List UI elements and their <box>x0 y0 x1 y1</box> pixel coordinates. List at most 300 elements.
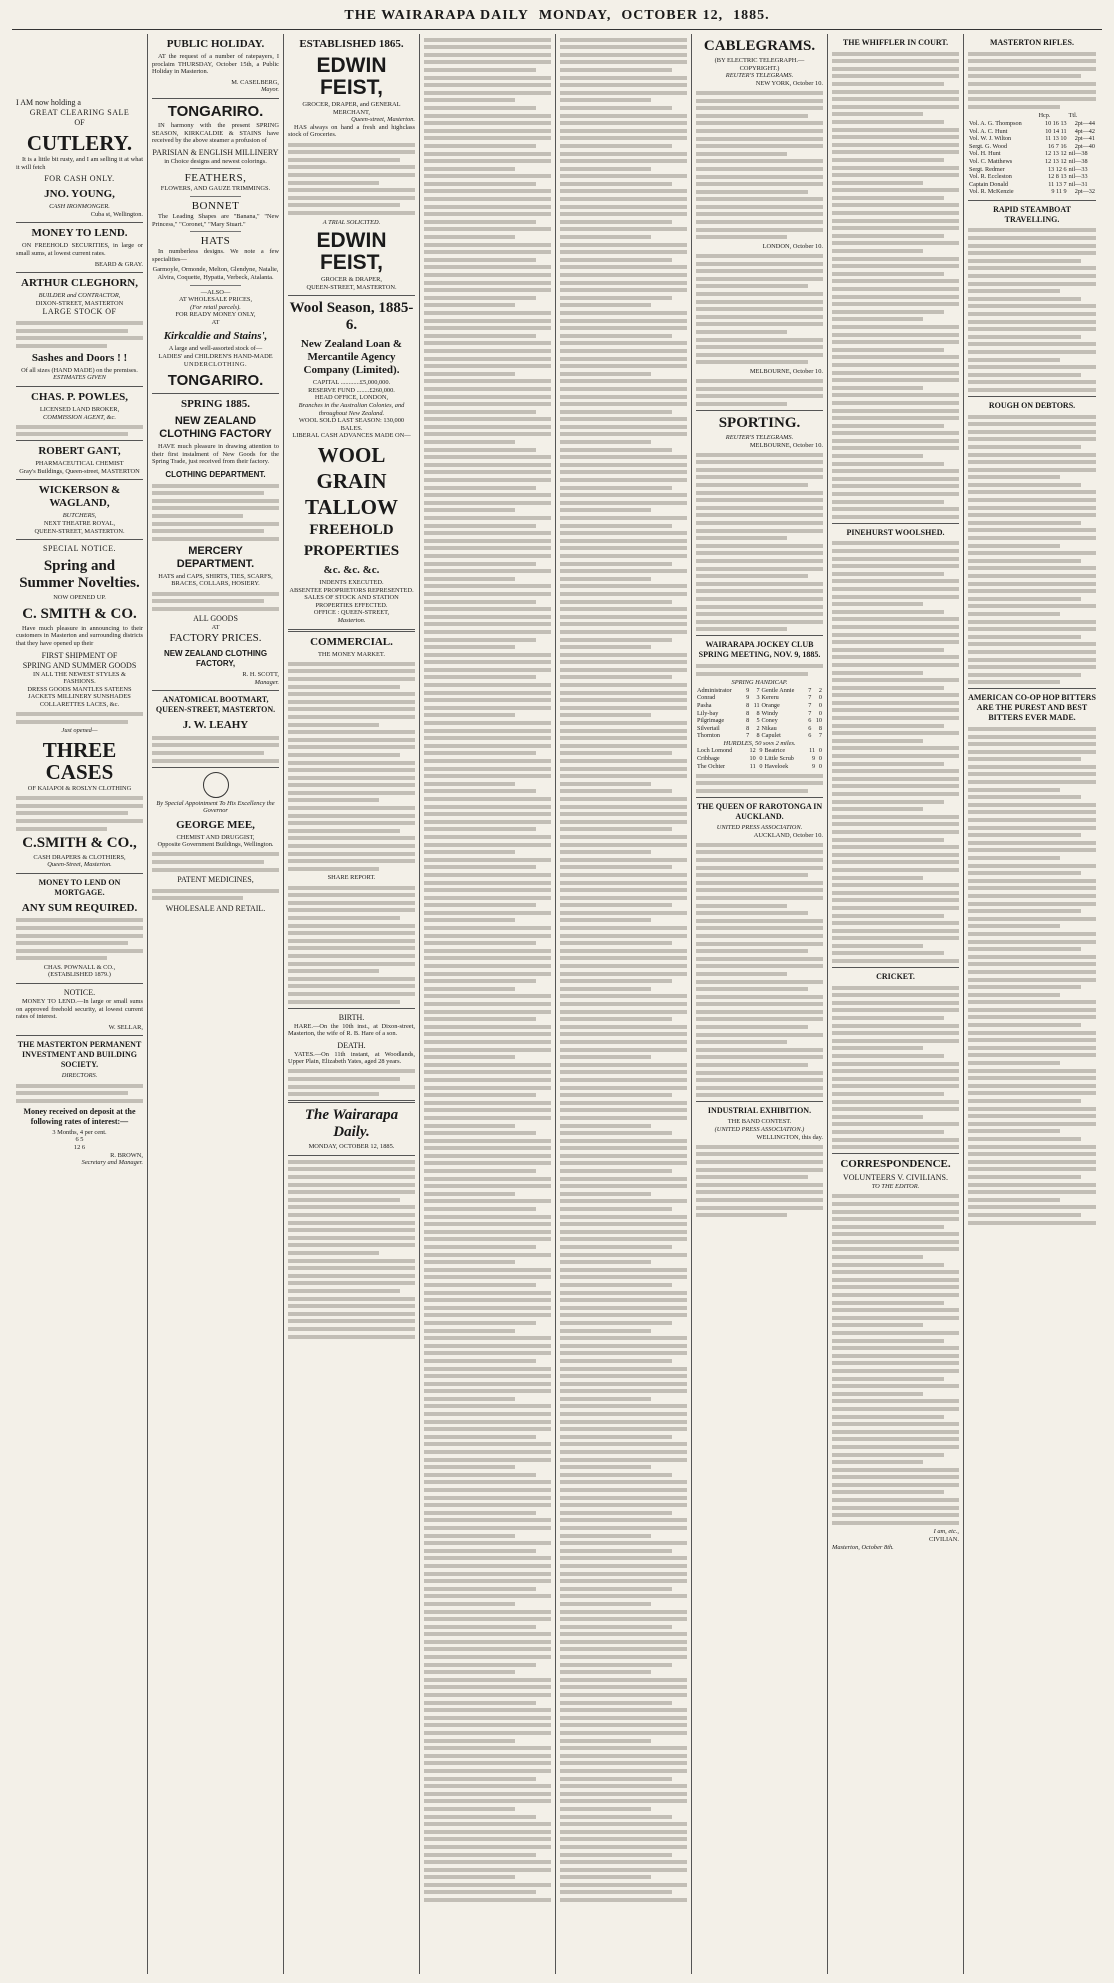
text-line <box>424 1055 515 1059</box>
text-line <box>696 1086 823 1090</box>
text-line <box>424 1792 551 1796</box>
deposit-rate-1: 3 Months, 4 per cent. <box>52 1128 107 1136</box>
hop-bitters-heading: AMERICAN CO-OP HOP BITTERS ARE THE PUREST AND BEST BITTERS EVER MADE. <box>968 693 1096 723</box>
text-line <box>560 281 687 285</box>
text-line <box>560 858 687 862</box>
text-line <box>424 121 551 125</box>
handicap-cell: 8 <box>756 709 760 717</box>
auckland-dateline: AUCKLAND, October 10. <box>753 831 823 839</box>
text-line <box>560 729 687 733</box>
wickerson-advert <box>16 484 143 535</box>
building-society-advert <box>16 1040 143 1166</box>
text-line <box>832 936 959 940</box>
text-line <box>832 800 944 804</box>
text-line <box>560 1883 687 1887</box>
text-line <box>560 1450 687 1454</box>
text-line <box>560 341 687 345</box>
text-line <box>832 416 959 420</box>
text-line <box>424 205 551 209</box>
text-line <box>560 508 651 512</box>
text-line <box>832 1369 959 1373</box>
text-line <box>424 1799 551 1803</box>
mee-heading: GEORGE MEE, <box>176 818 255 831</box>
queen-heading: THE QUEEN OF RAROTONGA IN AUCKLAND. <box>696 802 823 822</box>
text-line <box>560 600 672 604</box>
text-line <box>968 1129 1060 1133</box>
text-line <box>424 516 551 520</box>
gant-addr: Gray's Buildings, Queen-street, MASTERTON <box>19 467 140 475</box>
text-line <box>832 59 959 63</box>
commercial-heading: COMMERCIAL. <box>310 635 393 648</box>
text-line <box>832 378 959 382</box>
text-line <box>832 1361 959 1365</box>
text-line <box>560 934 687 938</box>
text-line <box>560 1739 651 1743</box>
text-line <box>832 1225 944 1229</box>
text-line <box>832 1384 959 1388</box>
handicap-cell: 2 <box>756 724 760 732</box>
text-line <box>424 1116 551 1120</box>
text-line <box>424 843 551 847</box>
wickerson-sub: BUTCHERS, <box>62 512 97 520</box>
spring-sub: NOW OPENED UP. <box>53 594 106 602</box>
text-line <box>424 265 551 269</box>
text-line <box>560 835 687 839</box>
wool-sold: WOOL SOLD LAST SEASON: 130,000 BALES. <box>298 417 405 432</box>
column-1 <box>12 34 148 1974</box>
text-line <box>424 1420 551 1424</box>
text-line <box>696 1025 808 1029</box>
text-line <box>560 1708 687 1712</box>
feist2-heading: EDWIN FEIST, <box>316 229 387 275</box>
text-line <box>424 1860 551 1864</box>
text-line <box>424 1541 551 1545</box>
text-line <box>832 1069 959 1073</box>
text-line <box>560 1063 687 1067</box>
cutlery-intro: I AM now holding a <box>16 98 81 107</box>
wholesale-retail: WHOLESALE AND RETAIL. <box>165 904 266 914</box>
text-line <box>968 780 1096 784</box>
text-line <box>560 273 687 277</box>
text-line <box>832 1346 959 1350</box>
text-line <box>424 152 551 156</box>
text-line <box>560 1260 651 1264</box>
text-line <box>424 805 551 809</box>
text-line <box>424 1518 551 1522</box>
text-line <box>424 1161 551 1165</box>
grain-word: GRAIN <box>316 469 387 494</box>
band-heading: THE BAND CONTEST. <box>727 1118 792 1126</box>
cleghorn-sub: BUILDER and CONTRACTOR, <box>38 292 121 300</box>
text-line <box>560 683 687 687</box>
rifles-cell: nil—38 <box>1068 150 1088 158</box>
text-line <box>560 38 687 42</box>
text-line <box>560 197 687 201</box>
rifles-cell: nil—33 <box>1068 173 1088 181</box>
text-line <box>560 539 687 543</box>
cleghorn-addr: DIXON-STREET, MASTERTON <box>35 299 124 307</box>
text-line <box>424 1564 551 1568</box>
text-line <box>832 97 959 101</box>
text-line <box>560 1564 687 1568</box>
text-line <box>424 1374 551 1378</box>
text-line <box>424 1488 551 1492</box>
text-line <box>832 1046 923 1050</box>
text-line <box>424 569 551 573</box>
money-body: ON FREEHOLD SECURITIES, in large or small sums, at lowest current rates. <box>16 242 143 257</box>
text-line <box>968 335 1081 339</box>
text-line <box>424 721 551 725</box>
wickerson-heading: WICKERSON & WAGLAND, <box>38 484 121 510</box>
kirkcaldie-heading: Kirkcaldie and Stains', <box>163 330 268 343</box>
text-line <box>832 541 959 545</box>
text-line <box>968 342 1096 346</box>
text-line <box>424 1063 551 1067</box>
text-line <box>560 524 672 528</box>
text-line <box>424 273 551 277</box>
text-line <box>424 1313 551 1317</box>
text-line <box>832 1217 959 1221</box>
text-line <box>832 143 959 147</box>
text-line <box>968 757 1081 761</box>
text-line <box>424 713 515 717</box>
text-line <box>560 1602 651 1606</box>
text-line <box>832 564 959 568</box>
text-line <box>424 736 551 740</box>
text-line <box>560 1594 687 1598</box>
text-line <box>968 750 1096 754</box>
text-line <box>968 1167 1096 1171</box>
text-line <box>832 1100 959 1104</box>
text-line <box>696 949 808 953</box>
wholesale-line: AT WHOLESALE PRICES, <box>178 296 253 304</box>
text-line <box>560 1427 687 1431</box>
text-line <box>424 858 551 862</box>
text-line <box>424 941 536 945</box>
text-line <box>560 1511 672 1515</box>
share-report-heading: SHARE REPORT. <box>327 874 376 882</box>
text-line <box>560 1815 672 1819</box>
text-line <box>696 942 823 946</box>
text-line <box>968 536 1096 540</box>
text-line <box>696 1055 823 1059</box>
text-line <box>560 1784 687 1788</box>
text-line <box>560 1291 687 1295</box>
bonnet-heading: BONNET <box>191 199 240 212</box>
text-line <box>560 1685 687 1689</box>
text-line <box>968 228 1096 232</box>
mercery-department: MERCERY DEPARTMENT. <box>176 544 255 570</box>
text-line <box>832 219 959 223</box>
text-line <box>560 767 687 771</box>
text-line <box>968 1053 1096 1057</box>
nzcf2-heading: NEW ZEALAND CLOTHING FACTORY, <box>163 648 268 668</box>
text-line <box>424 865 536 869</box>
text-line <box>968 635 1081 639</box>
text-line <box>832 1031 959 1035</box>
text-line <box>424 1048 551 1052</box>
cutlery-of: OF <box>74 118 85 127</box>
text-line <box>560 1124 651 1128</box>
text-line <box>424 1215 551 1219</box>
text-line <box>424 357 551 361</box>
text-line <box>424 1701 536 1705</box>
handicap-cell: Orange <box>761 701 780 709</box>
text-line <box>560 68 672 72</box>
text-line <box>832 279 959 283</box>
text-line <box>560 1777 672 1781</box>
text-line <box>832 477 959 481</box>
text-line <box>560 744 687 748</box>
smith-heading: C. SMITH & CO. <box>22 605 137 622</box>
kirkcaldie-sub-2: LADIES' and CHILDREN'S HAND-MADE <box>158 353 273 361</box>
text-line <box>832 393 959 397</box>
column-4-body <box>424 38 551 1902</box>
text-line <box>560 1048 687 1052</box>
handicap-cell: Windy <box>761 709 779 717</box>
text-line <box>560 205 687 209</box>
text-line <box>424 994 551 998</box>
text-line <box>424 1002 551 1006</box>
text-line <box>424 1101 551 1105</box>
hurdles-heading: HURDLES, 50 sovs 2 miles. <box>723 739 796 747</box>
clothing-factory-advert <box>152 398 279 686</box>
handicap-cell: Coney <box>761 717 778 725</box>
text-line <box>424 1192 515 1196</box>
text-line <box>832 264 959 268</box>
text-line <box>832 1107 959 1111</box>
text-line <box>560 1351 687 1355</box>
text-line <box>968 320 1096 324</box>
text-line <box>560 296 672 300</box>
text-line <box>696 957 823 961</box>
text-line <box>560 941 672 945</box>
rifles-row <box>968 181 1096 189</box>
handicap-cell: Conrad <box>697 694 716 702</box>
text-line <box>832 158 944 162</box>
text-line <box>424 1450 551 1454</box>
text-line <box>832 1422 959 1426</box>
to-editor: TO THE EDITOR. <box>871 1183 920 1191</box>
text-line <box>968 422 1096 426</box>
text-line <box>424 1883 551 1887</box>
text-line <box>560 1177 687 1181</box>
text-line <box>424 159 551 163</box>
text-line <box>424 1898 551 1902</box>
text-line <box>832 203 959 207</box>
text-line <box>424 364 551 368</box>
text-line <box>560 402 687 406</box>
text-line <box>832 602 923 606</box>
text-line <box>968 289 1060 293</box>
leahy-heading: J. W. LEAHY <box>182 719 249 732</box>
handicap-cell: 8 <box>746 701 750 709</box>
text-line <box>424 1739 515 1743</box>
text-line <box>560 903 672 907</box>
text-line <box>424 744 551 748</box>
text-line <box>424 341 551 345</box>
text-line <box>832 1084 959 1088</box>
birth-heading: BIRTH. <box>338 1012 365 1022</box>
text-line <box>696 995 823 999</box>
powles-heading: CHAS. P. POWLES, <box>30 390 129 403</box>
rifles-row <box>968 128 1096 136</box>
text-line <box>560 1670 651 1674</box>
text-line <box>968 1175 1081 1179</box>
text-line <box>424 235 515 239</box>
text-line <box>560 1716 687 1720</box>
text-line <box>424 250 551 254</box>
text-line <box>424 1025 551 1029</box>
text-line <box>560 121 687 125</box>
text-line <box>560 1404 687 1408</box>
text-line <box>424 1382 551 1386</box>
text-line <box>560 174 687 178</box>
text-line <box>968 742 1096 746</box>
text-line <box>968 304 1096 308</box>
text-line <box>832 1445 959 1449</box>
text-line <box>832 249 923 253</box>
column-6 <box>692 34 828 1974</box>
text-line <box>560 1367 687 1371</box>
text-line <box>424 136 551 140</box>
text-line <box>424 1610 551 1614</box>
text-line <box>560 1420 687 1424</box>
text-line <box>832 1415 944 1419</box>
text-line <box>560 850 651 854</box>
text-line <box>832 1145 959 1149</box>
etc-line: &c. &c. &c. <box>323 564 380 577</box>
patent-medicines: PATENT MEDICINES, <box>177 875 254 885</box>
text-line <box>696 972 787 976</box>
text-line <box>560 144 672 148</box>
text-line <box>832 1008 959 1012</box>
cricket-heading: CRICKET. <box>876 972 915 982</box>
text-line <box>424 1222 551 1226</box>
rifles-row <box>968 112 1096 120</box>
rifles-cell: nil—38 <box>1068 157 1088 165</box>
text-line <box>424 881 551 885</box>
text-line <box>832 181 923 185</box>
deposit-rate-3: 12 6 <box>73 1144 86 1151</box>
melb-dateline-2: MELBOURNE, October 10. <box>749 441 823 449</box>
text-line <box>832 1232 959 1236</box>
hats-list: Garmoyle, Ormonde, Melton, Glendyne, Natalie, Alvira, Coquette, Hypatia, Verbeck, Atalanta. <box>152 266 279 281</box>
text-line <box>560 1746 687 1750</box>
text-line <box>832 52 959 56</box>
text-line <box>560 1549 672 1553</box>
text-line <box>560 827 672 831</box>
text-line <box>832 807 923 811</box>
text-line <box>560 1640 687 1644</box>
text-line <box>560 1397 651 1401</box>
text-line <box>424 1746 551 1750</box>
text-line <box>560 926 687 930</box>
text-line <box>832 150 959 154</box>
text-line <box>560 1792 687 1796</box>
smith-items: DRESS GOODS MANTLES SATEENS JACKETS MILLINERY SUNSHADES COLLARETTES LACES, &c. <box>27 685 132 708</box>
rifles-cell: 10 16 13 <box>1044 119 1067 127</box>
handicap-cell: 0 <box>818 694 822 702</box>
handicap-cell: Kereru <box>761 694 779 702</box>
text-line <box>968 627 1096 631</box>
text-line <box>424 531 551 535</box>
text-line <box>968 1152 1096 1156</box>
handicap-row <box>696 732 823 740</box>
text-line <box>560 53 687 57</box>
text-line <box>832 1430 959 1434</box>
text-line <box>424 1534 515 1538</box>
text-line <box>560 865 672 869</box>
text-line <box>968 1031 1096 1035</box>
text-line <box>968 475 1060 479</box>
text-line <box>424 1655 551 1659</box>
text-line <box>968 244 1096 248</box>
column-5 <box>556 34 692 1974</box>
factory-prices: FACTORY PRICES. <box>169 631 262 644</box>
text-line <box>832 371 959 375</box>
text-line <box>832 401 959 405</box>
text-line <box>560 1321 672 1325</box>
handicap-cell: Capulet <box>761 732 781 740</box>
text-line <box>696 873 808 877</box>
text-line <box>560 1480 687 1484</box>
text-line <box>696 1048 823 1052</box>
text-line <box>424 144 536 148</box>
text-line <box>560 1723 687 1727</box>
text-line <box>968 642 1096 646</box>
text-line <box>832 325 959 329</box>
text-line <box>832 462 944 466</box>
text-line <box>424 1761 551 1765</box>
text-line <box>968 566 1096 570</box>
text-line <box>968 1145 1096 1149</box>
rifles-cell: 2pt—44 <box>1074 119 1095 127</box>
smith2-addr: Queen-Street, Masterton. <box>47 861 112 869</box>
rifles-cell: 2pt—40 <box>1074 142 1095 150</box>
text-line <box>968 490 1096 494</box>
text-line <box>968 373 1081 377</box>
smith2-heading: C.SMITH & CO., <box>22 834 137 851</box>
text-line <box>696 987 808 991</box>
kirkcaldie-advert <box>152 103 279 389</box>
text-line <box>696 904 787 908</box>
text-line <box>832 1001 959 1005</box>
text-line <box>560 1108 687 1112</box>
text-line <box>424 524 536 528</box>
text-line <box>832 754 959 758</box>
text-line <box>560 888 687 892</box>
london-dateline: LONDON, October 10. <box>762 242 823 250</box>
text-line <box>832 883 959 887</box>
text-line <box>424 493 551 497</box>
text-line <box>832 234 944 238</box>
text-line <box>968 1198 1060 1202</box>
hurdle-row <box>696 755 823 763</box>
text-line <box>968 917 1096 921</box>
text-line <box>560 1412 687 1416</box>
text-line <box>968 735 1096 739</box>
sashes-estimates: ESTIMATES GIVEN <box>53 374 106 382</box>
sellar-name: W. SELLAR, <box>108 1023 143 1031</box>
text-line <box>424 584 551 588</box>
text-line <box>560 1534 651 1538</box>
text-line <box>560 592 687 596</box>
sashes-sub: Of all sizes (HAND MADE) on the premises. <box>21 366 138 374</box>
text-line <box>424 1442 551 1446</box>
rifles-cell: Hcp. <box>1038 112 1051 120</box>
text-line <box>968 1160 1096 1164</box>
